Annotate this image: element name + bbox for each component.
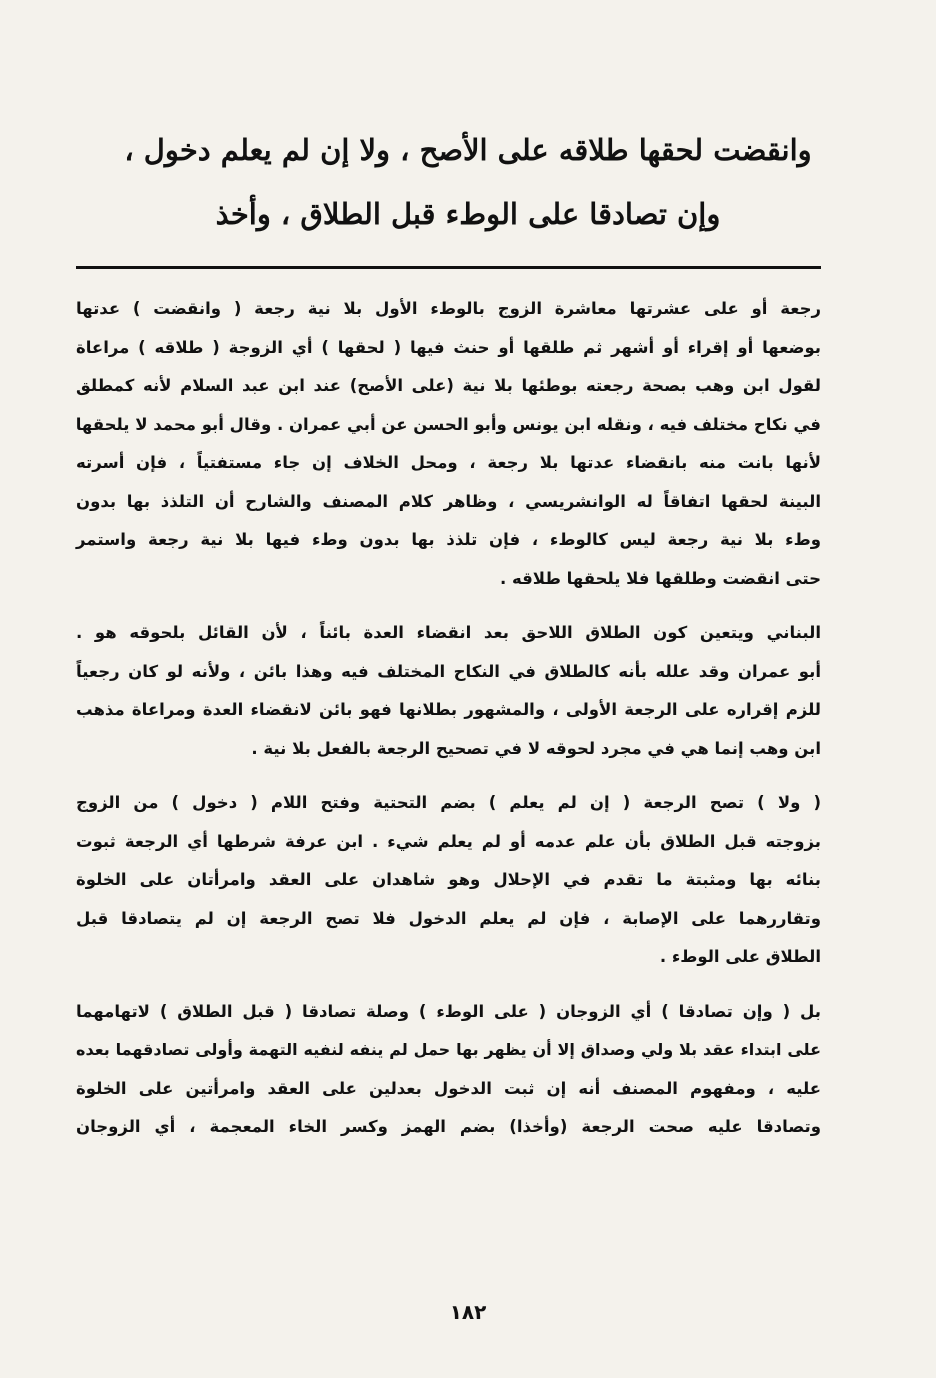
text-line: وتصادقا عليه صحت الرجعة (وأخذا) بضم الهمز وكسر الخاء المعجمة ، أي الزوجان: [76, 1117, 821, 1136]
text-line: البناني ويتعين كون الطلاق اللاحق بعد انقضاء العدة بائناً ، لأن القائل بلحوقه هو .: [76, 623, 821, 642]
text-line: للزم إقراره على الرجعة الأولى ، والمشهور بطلانها فهو بائن لانقضاء العدة ومراعاة مذهب: [76, 700, 821, 719]
text-line: لأنها بانت منه بانقضاء عدتها بلا رجعة ، ومحل الخلاف إن جاء مستفتياً ، فإن أسرته: [76, 453, 821, 472]
text-line: بزوجته قبل الطلاق بأن علم عدمه أو لم يعلم شيء . ابن عرفة شرطها أي الرجعة ثبوت: [76, 831, 821, 851]
text-line: البينة لحقها اتفاقاً له الوانشريسي ، وظاهر كلام المصنف والشارح أن التلذذ بها بدون: [76, 491, 821, 511]
text-line: رجعة أو على عشرتها معاشرة الزوج بالوطء الأول بلا نية رجعة ( وانقضت ) عدتها: [76, 299, 821, 318]
text-line: ( ولا ) تصح الرجعة ( إن لم يعلم ) بضم التحتية وفتح اللام ( دخول ) من الزوج: [76, 793, 821, 812]
text-line: في نكاح مختلف فيه ، ونقله ابن يونس وأبو الحسن عن أبي عمران . وقال أبو محمد لا يلحقها: [75, 414, 821, 434]
paragraph-1: [76, 290, 821, 598]
text-line: بنائه بها ومثبتة ما تقدم في الإحلال وهو شاهدان على العقد وامرأتان على الخلوة: [76, 870, 821, 889]
text-line: على ابتداء عقد بلا ولي وصداق إلا أن يظهر بها حمل لم ينفه لنفيه التهمة وأولى تصادقهما بعده: [76, 1040, 821, 1059]
page-number: ١٨٢: [449, 1300, 487, 1324]
text-line: الطلاق على الوطء .: [659, 947, 821, 966]
paragraph-4: [76, 993, 821, 1147]
paragraph-3: [76, 784, 821, 977]
matn-line-1: وانقضت لحقها طلاقه على الأصح ، ولا إن لم يعلم دخول ،: [124, 133, 812, 167]
matn-heading: [70, 118, 866, 246]
matn-line-2: وإن تصادقا على الوطء قبل الطلاق ، وأخذ: [215, 197, 721, 231]
text-line: بل ( وإن تصادقا ) أي الزوجان ( على الوطء ) وصلة تصادقا ( قبل الطلاق ) لاتهامهما: [76, 1001, 821, 1021]
text-line: وتقاررهما على الإصابة ، فإن لم يعلم الدخول فلا تصح الرجعة إن لم يتصادقا قبل: [76, 908, 821, 928]
commentary-text: [76, 290, 821, 1163]
text-line: حتى انقضت وطلقها فلا يلحقها طلاقه .: [499, 568, 821, 588]
divider-rule: [76, 266, 821, 269]
text-line: أبو عمران وقد علله بأنه كالطلاق في النكاح المختلف فيه وهذا بائن ، ولأنه لو كان رجعياً: [76, 661, 821, 681]
text-line: عليه ، ومفهوم المصنف أنه إن ثبت الدخول بعدلين على العقد وامرأتين على الخلوة: [76, 1078, 821, 1098]
text-line: ابن وهب إنما هي في مجرد لحوقه لا في تصحيح الرجعة بالفعل بلا نية .: [251, 738, 821, 758]
text-line: لقول ابن وهب بصحة رجعته بوطئها بلا نية (على الأصح) عند ابن عبد السلام لأنه كمطلق: [76, 376, 821, 395]
text-line: بوضعها أو إقراء أو أشهر ثم طلقها أو حنث فيها ( لحقها ) أي الزوجة ( طلاقه ) مراعاة: [76, 337, 821, 357]
paragraph-2: [76, 614, 821, 768]
text-line: وطء بلا نية رجعة ليس كالوطء ، فإن تلذذ بها بدون وطء فيها بلا نية رجعة واستمر: [76, 530, 821, 549]
